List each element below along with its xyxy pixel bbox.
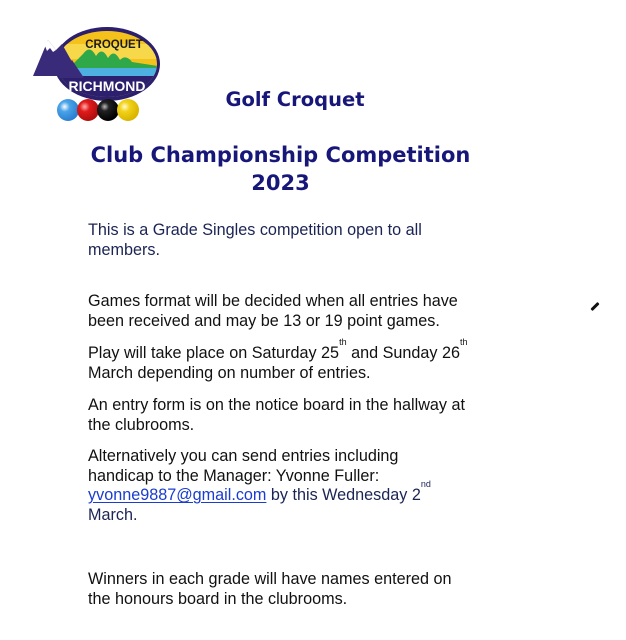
subtitle-line-1: Club Championship Competition — [90, 143, 471, 167]
manager-email-link[interactable]: yvonne9887@gmail.com — [88, 486, 267, 505]
alternative-entry-paragraph: Alternatively you can send entries including handicap to the Manager: Yvonne Fuller: yvonne9887@gmail.com by this Wednesday 2nd March. — [88, 447, 431, 524]
format-paragraph: Games format will be decided when all entries have been received and may be 13 or 19 point games. — [88, 292, 458, 330]
document-subtitle — [0, 141, 561, 197]
cursor-mark-icon — [590, 302, 599, 311]
play-dates-paragraph: Play will take place on Saturday 25th and Sunday 26th March depending on number of entries. — [88, 337, 468, 382]
svg-text:RICHMOND: RICHMOND — [68, 78, 146, 94]
document-title: Golf Croquet — [225, 88, 365, 111]
intro-paragraph: This is a Grade Singles competition open to all members. — [88, 221, 422, 259]
subtitle-year: 2023 — [251, 171, 310, 195]
entry-form-paragraph: An entry form is on the notice board in the hallway at the clubrooms. — [88, 396, 466, 434]
svg-text:CROQUET: CROQUET — [85, 39, 143, 51]
winners-paragraph: Winners in each grade will have names entered on the honours board in the clubrooms. — [88, 570, 452, 608]
